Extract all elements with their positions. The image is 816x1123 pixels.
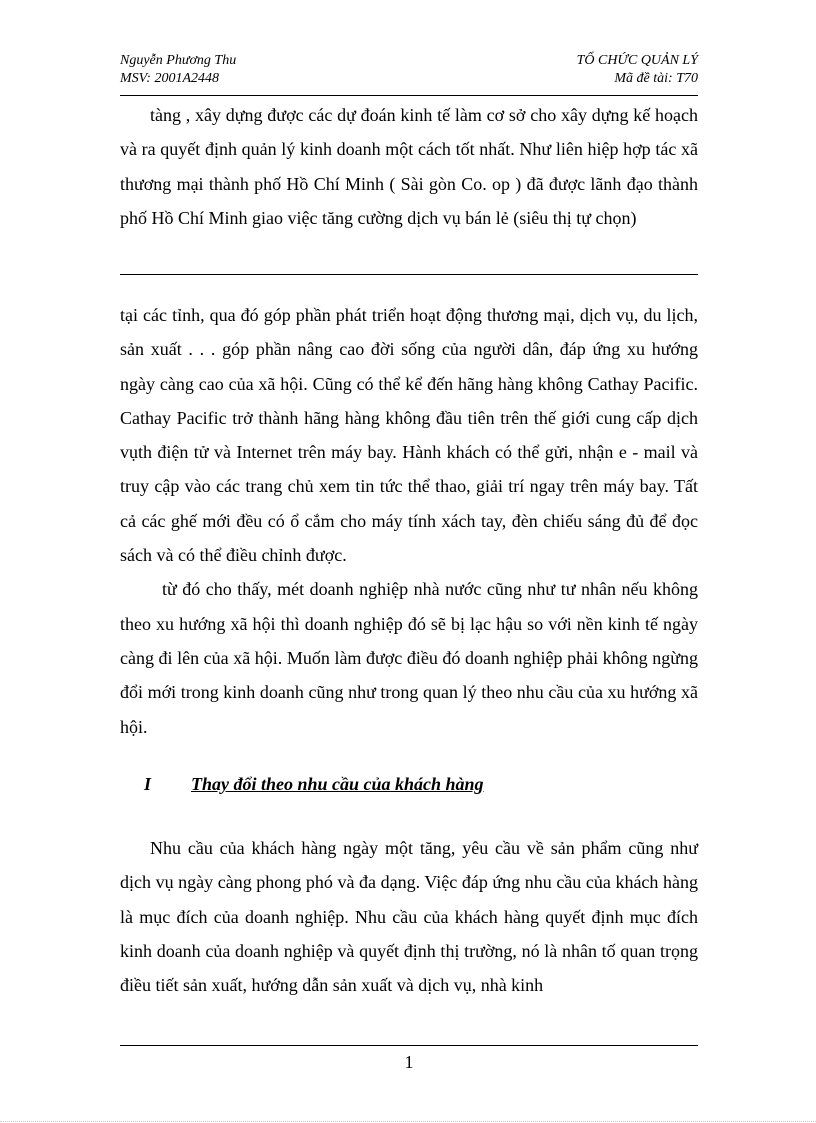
top-text-block	[120, 98, 698, 235]
section-paragraph: Nhu cầu của khách hàng ngày một tăng, yêu cầu về sản phẩm cũng như dịch vụ ngày càng phong phó và đa dạng. Việc đáp ứng nhu cầu của khách hàng là mục đích của doanh nghiệp. Nhu cầu của khách hàng quyết định mục đích kinh doanh của doanh nghiệp và quyết định thị trường, nó là nhân tố quan trọng điều tiết sản xuất, hướng dẫn sản xuất và dịch vụ, nhà kinh	[120, 838, 698, 996]
section-heading	[144, 774, 484, 795]
section-text-block	[120, 831, 698, 1002]
paragraph-cathay: tại các tỉnh, qua đó góp phần phát triển hoạt động thương mại, dịch vụ, du lịch, sản xuất . . . góp phần nâng cao đời sống của người dân, đáp ứng xu hướng ngày càng cao của xã hội. Cũng có thể kể đến hãng hàng không Cathay Pacific. Cathay Pacific trở thành hãng hàng không đầu tiên trên thế giới cung cấp dịch vụth điện tử và Internet trên máy bay. Hành khách có thể gửi, nhận e - mail và truy cập vào các trang chủ xem tin tức thể thao, giải trí ngay trên máy bay. Tất cả các ghế mới đều có ổ cắm cho máy tính xách tay, đèn chiếu sáng đủ để đọc sách và có thể điều chỉnh được.	[120, 305, 698, 566]
subject-title: TỔ CHỨC QUẢN LÝ	[576, 53, 698, 68]
page-bottom-edge	[0, 1121, 816, 1122]
paragraph-conclusion: từ đó cho thấy, mét doanh nghiệp nhà nước cũng như tư nhân nếu không theo xu hướng xã hội thì doanh nghiệp đó sẽ bị lạc hậu so với nền kinh tế ngày càng đi lên của xã hội. Muốn làm được điều đó doanh nghiệp phải không ngừng đổi mới trong kinh doanh cũng như trong quan lý theo nhu cầu của xu hướng xã hội.	[120, 579, 698, 737]
section-title: Thay đổi theo nhu cầu của khách hàng	[191, 774, 484, 794]
page-number: 1	[404, 1052, 414, 1072]
section-divider-rule	[120, 274, 698, 275]
header-rule	[120, 95, 698, 96]
section-number: I	[144, 774, 152, 794]
header-subject-block	[577, 52, 698, 88]
header-author-block	[120, 52, 236, 88]
student-id: MSV: 2001A2448	[120, 71, 220, 86]
footer-rule	[120, 1045, 698, 1046]
author-name: Nguyễn Phương Thu	[120, 53, 237, 68]
middle-text-block	[120, 298, 698, 744]
topic-code: Mã đề tài: T70	[614, 71, 698, 86]
page-header	[120, 52, 698, 92]
top-paragraph: tàng , xây dựng được các dự đoán kinh tế làm cơ sở cho xây dựng kế hoạch và ra quyết định quản lý kinh doanh một cách tốt nhất. Như liên hiệp hợp tác xã thương mại thành phố Hồ Chí Minh ( Sài gòn Co. op ) đã được lãnh đạo thành phố Hồ Chí Minh giao việc tăng cường dịch vụ bán lẻ (siêu thị tự chọn)	[120, 105, 698, 228]
